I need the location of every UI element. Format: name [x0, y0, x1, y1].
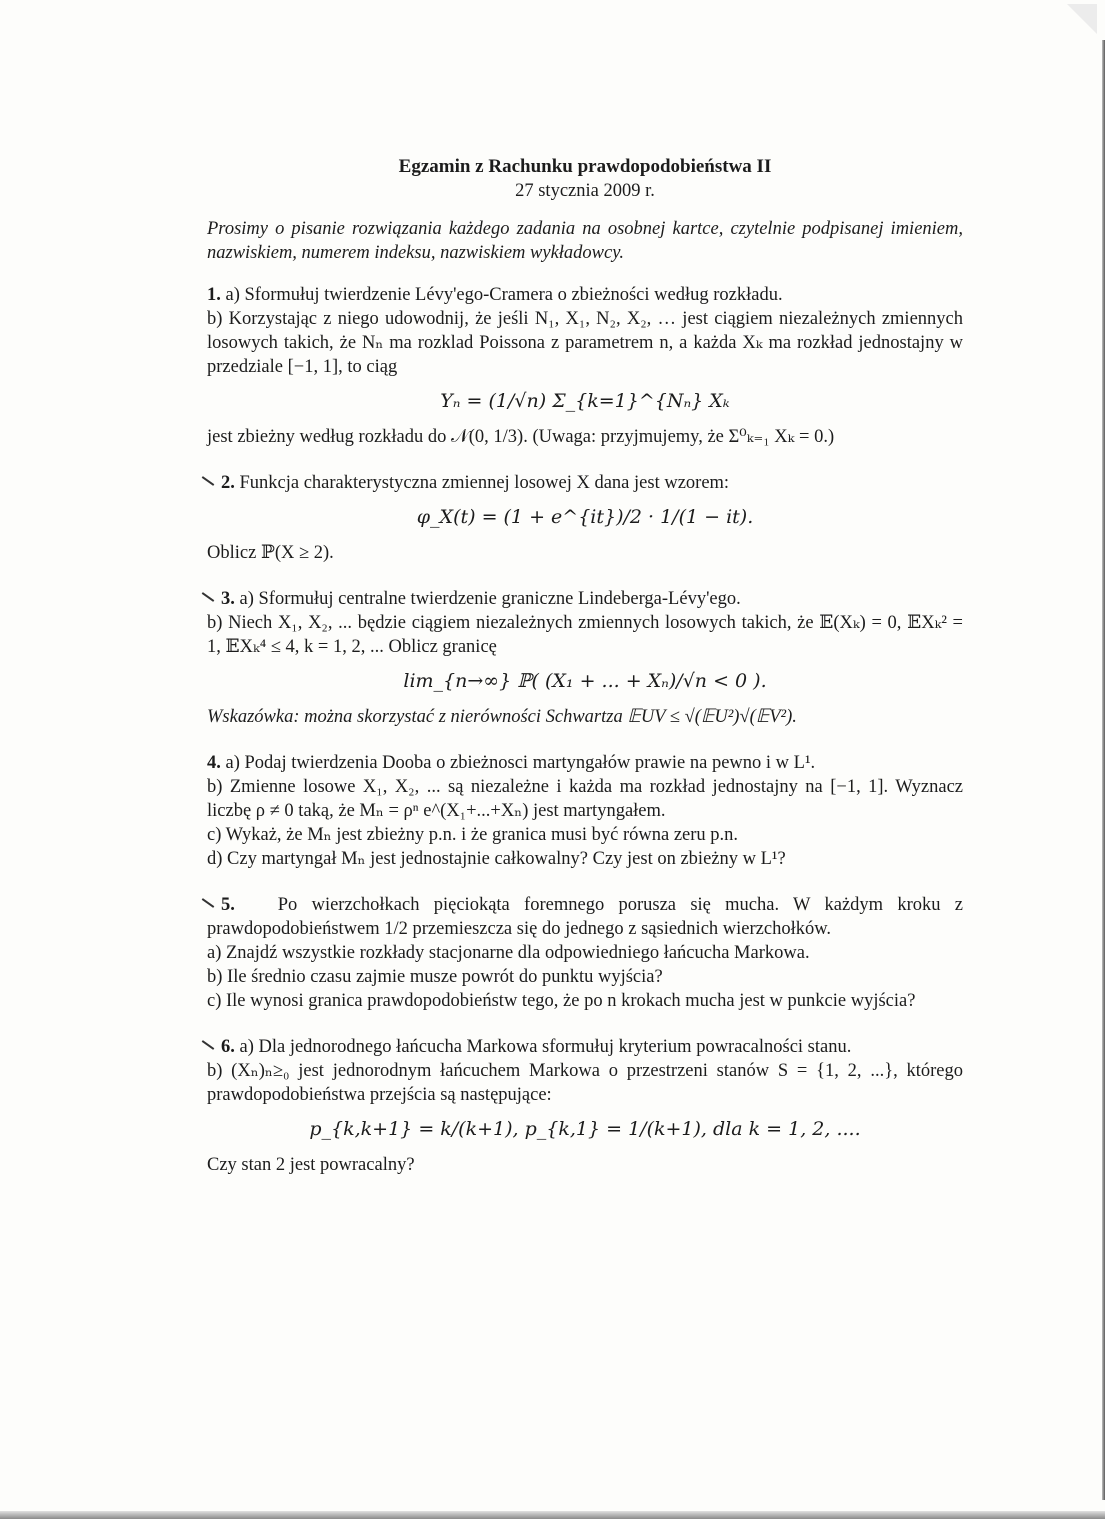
problem-2 [207, 471, 963, 565]
problem-text: Po wierzchołkach pięciokąta foremnego porusza się mucha. W każdym kroku z prawdopodobieństwem 1/2 przemieszcza się do jednego z sąsiednich wierzchołków. [207, 895, 964, 939]
problem-text: a) Podaj twierdzenia Dooba o zbieżnosci martyngałów prawie na pewno i w L¹. [225, 753, 816, 773]
problem-text: jest zbieżny według rozkładu do 𝒩(0, 1/3). (Uwaga: przyjmujemy, że Σ⁰ₖ₌₁ Xₖ = 0.) [207, 427, 835, 447]
problem-text: b) Zmienne losowe X₁, X₂, ... są niezależne i każda ma rozkład jednostajny na [−1, 1]. Wyznacz liczbę ρ ≠ 0 taką, że Mₙ = ρⁿ e^(X₁+...+Xₙ) jest martyngałem. [207, 777, 963, 821]
problem-text: c) Ile wynosi granica prawdopodobieństw tego, że po n krokach mucha jest w punkcie wyjścia? [207, 991, 916, 1011]
page-corner-fold [1067, 4, 1097, 34]
problem-number: 3. [221, 589, 235, 609]
problem-number: 6. [221, 1037, 235, 1057]
problem-text: b) Ile średnio czasu zajmie musze powrót do punktu wyjścia? [207, 967, 663, 987]
problem-4 [207, 751, 963, 871]
problem-1 [207, 283, 963, 449]
problem-number: 2. [221, 473, 235, 493]
scan-edge-bottom [0, 1511, 1105, 1519]
exam-date: 27 stycznia 2009 r. [515, 181, 655, 201]
problem-6 [207, 1035, 963, 1177]
problem-text: a) Sformułuj twierdzenie Lévy'ego-Cramera o zbieżności według rozkładu. [225, 285, 783, 305]
exam-page [207, 155, 963, 1199]
problem-3 [207, 587, 963, 729]
problem-text: b) Niech X₁, X₂, ... będzie ciągiem niezależnych zmiennych losowych takich, że 𝔼(Xₖ) = 0, 𝔼Xₖ² = 1, 𝔼Xₖ⁴ ≤ 4, k = 1, 2, ... Oblicz granicę [207, 613, 963, 657]
problem-text: b) (Xₙ)ₙ≥₀ jest jednorodnym łańcuchem Markowa o przestrzeni stanów S = {1, 2, ...}, którego prawdopodobieństwa przejścia są następujące: [207, 1061, 963, 1105]
formula: Yₙ = (1/√n) Σ_{k=1}^{Nₙ} Xₖ [440, 390, 730, 412]
problem-text: Czy stan 2 jest powracalny? [207, 1155, 415, 1175]
hint-text: Wskazówka: można skorzystać z nierówności Schwartza 𝔼UV ≤ √(𝔼U²)√(𝔼V²). [207, 707, 797, 727]
problem-text: Oblicz ℙ(X ≥ 2). [207, 543, 334, 563]
formula: lim_{n→∞} ℙ( (X₁ + ... + Xₙ)/√n < 0 ). [403, 670, 767, 692]
problem-text: a) Dla jednorodnego łańcucha Markowa sformułuj kryterium powracalności stanu. [239, 1037, 852, 1057]
problem-text: b) Korzystając z niego udowodnij, że jeśli N₁, X₁, N₂, X₂, … jest ciągiem niezależnych zmiennych losowych takich, że Nₙ ma rozklad Poissona z parametrem n, a każda Xₖ ma rozkład jednostajny w przedziale [−1, 1], to ciąg [207, 309, 963, 377]
problem-text: a) Znajdź wszystkie rozkłady stacjonarne dla odpowiedniego łańcucha Markowa. [207, 943, 810, 963]
problem-5 [207, 893, 963, 1013]
problem-text: a) Sformułuj centralne twierdzenie graniczne Lindeberga-Lévy'ego. [239, 589, 741, 609]
formula: φ_X(t) = (1 + e^{it})/2 · 1/(1 − it). [416, 506, 754, 528]
problem-text: d) Czy martyngał Mₙ jest jednostajnie całkowalny? Czy jest on zbieżny w L¹? [207, 849, 786, 869]
exam-instructions: Prosimy o pisanie rozwiązania każdego zadania na osobnej kartce, czytelnie podpisanej imieniem, nazwiskiem, numerem indeksu, nazwiskiem wykładowcy. [207, 219, 963, 263]
problem-number: 5. [221, 895, 235, 915]
problem-text: Funkcja charakterystyczna zmiennej losowej X dana jest wzorem: [239, 473, 730, 493]
exam-title: Egzamin z Rachunku prawdopodobieństwa II [398, 156, 772, 177]
problem-number: 1. [207, 285, 221, 305]
formula: p_{k,k+1} = k/(k+1), p_{k,1} = 1/(k+1), dla k = 1, 2, .... [309, 1118, 861, 1140]
problem-number: 4. [207, 753, 221, 773]
problem-text: c) Wykaż, że Mₙ jest zbieżny p.n. i że granica musi być równa zeru p.n. [207, 825, 739, 845]
